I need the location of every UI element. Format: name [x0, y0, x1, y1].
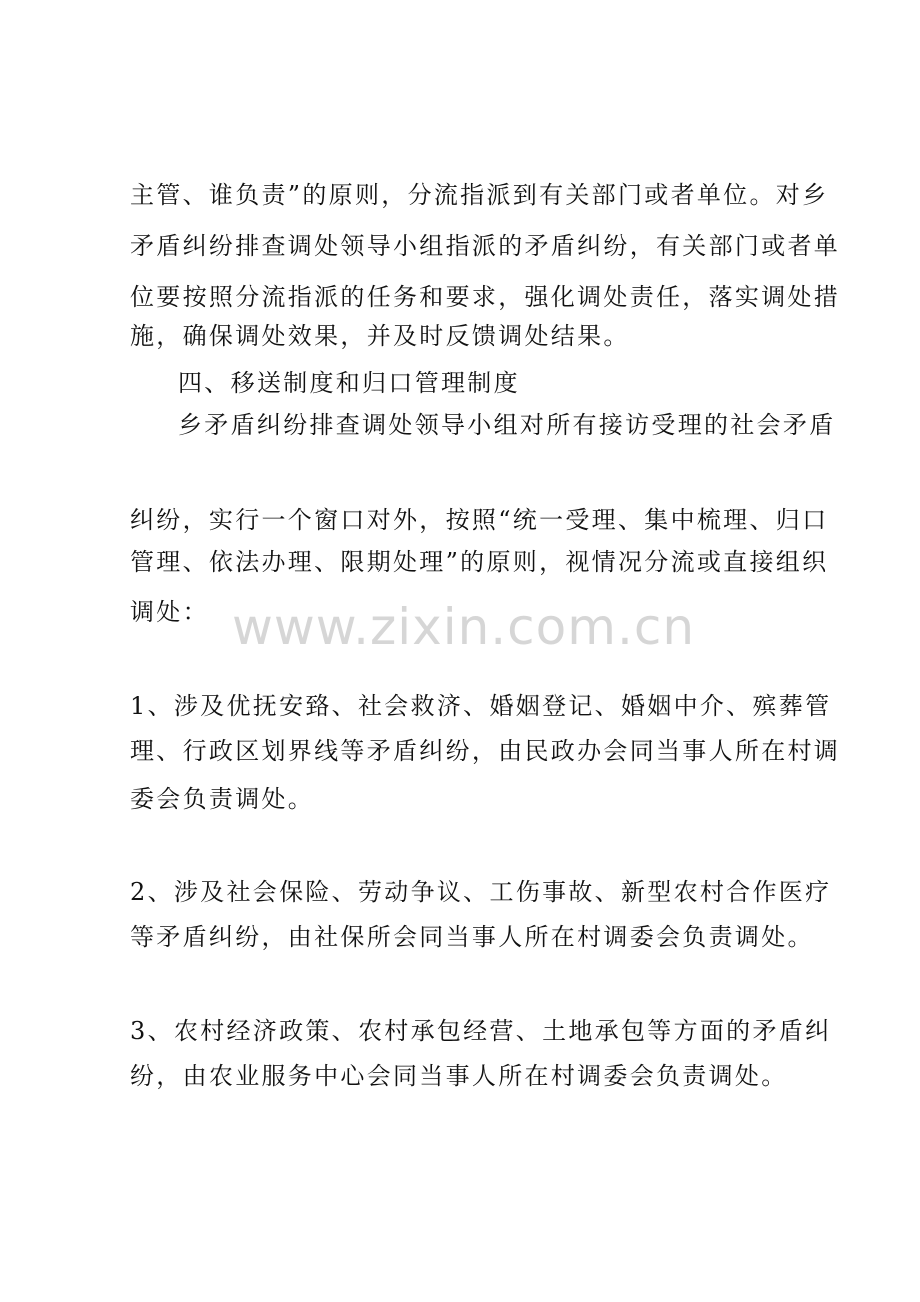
- list-item-line: 理、行政区划界线等矛盾纠纷，由民政办会同当事人所在村调: [130, 737, 841, 765]
- list-item-line: 2、涉及社会保险、劳动争议、工伤事故、新型农村合作医疗: [130, 878, 832, 906]
- paragraph-line: 调处：: [130, 598, 209, 626]
- paragraph-line: 管理、依法办理、限期处理”的原则，视情况分流或直接组织: [130, 548, 829, 576]
- paragraph-line: 矛盾纠纷排查调处领导小组指派的矛盾纠纷，有关部门或者单: [130, 232, 841, 260]
- paragraph-line: 纠纷，实行一个窗口对外，按照“统一受理、集中梳理、归口: [130, 506, 829, 534]
- section-heading: 四、移送制度和归口管理制度: [178, 369, 520, 397]
- paragraph-line: 乡矛盾纠纷排查调处领导小组对所有接访受理的社会矛盾: [178, 411, 836, 439]
- list-item-line: 1、涉及优抚安臵、社会救济、婚姻登记、婚姻中介、殡葬管: [130, 692, 832, 720]
- paragraph-line: 施，确保调处效果，并及时反馈调处结果。: [130, 322, 630, 350]
- paragraph-line: 位要按照分流指派的任务和要求，强化调处责任，落实调处措: [130, 283, 841, 311]
- list-item-line: 等矛盾纠纷，由社保所会同当事人所在村调委会负责调处。: [130, 923, 814, 951]
- list-item-line: 3、农村经济政策、农村承包经营、土地承包等方面的矛盾纠: [130, 1017, 832, 1045]
- list-item-line: 委会负责调处。: [130, 785, 315, 813]
- watermark: www.zixin.com.cn: [232, 598, 696, 656]
- list-item-line: 纷，由农业服务中心会同当事人所在村调委会负责调处。: [130, 1062, 788, 1090]
- paragraph-line: 主管、谁负责”的原则，分流指派到有关部门或者单位。对乡: [130, 181, 829, 209]
